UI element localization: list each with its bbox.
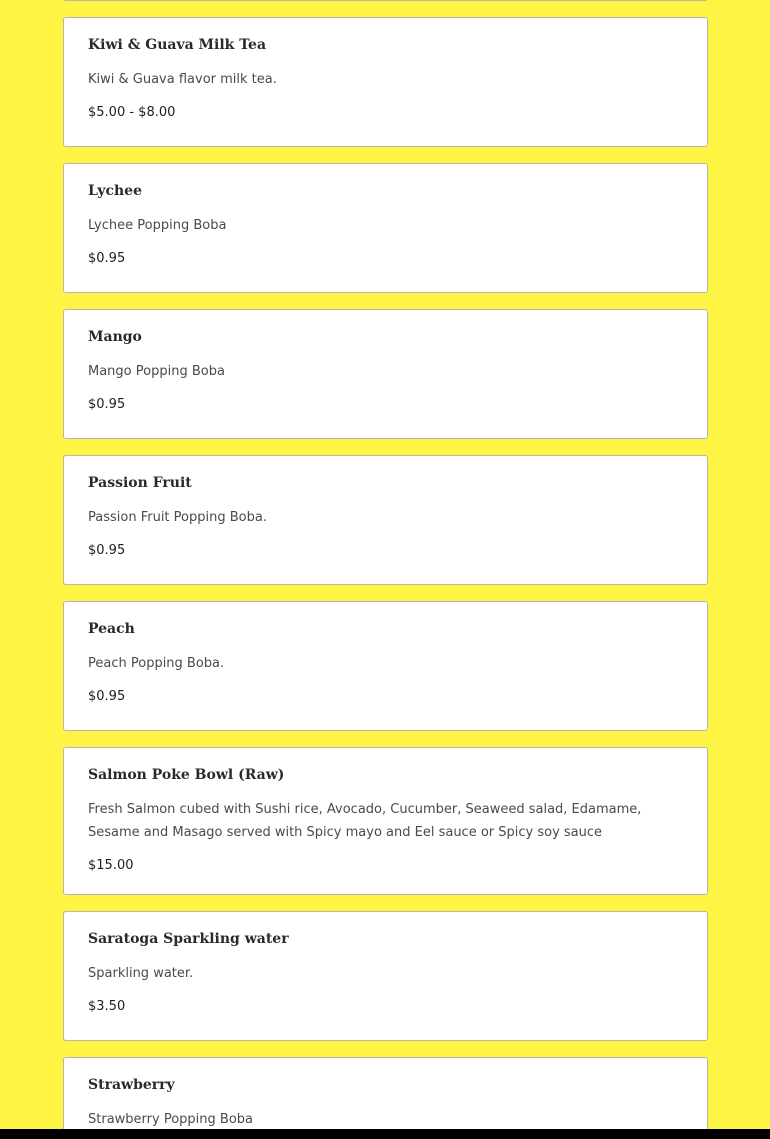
menu-item-price: $3.50: [88, 999, 126, 1014]
menu-item-card[interactable]: [63, 17, 708, 147]
menu-item-name: Passion Fruit: [88, 475, 192, 491]
menu-item-price: $15.00: [88, 858, 134, 873]
menu-item-price: $0.95: [88, 251, 126, 266]
menu-item-description: Fresh Salmon cubed with Sushi rice, Avocado, Cucumber, Seaweed salad, Edamame, Sesame and Masago served with Spicy mayo and Eel sauce or Spicy soy sauce: [88, 802, 642, 840]
bottom-bar: [0, 1129, 770, 1139]
menu-item-name: Salmon Poke Bowl (Raw): [88, 767, 285, 783]
menu-item-name: Strawberry: [88, 1077, 175, 1093]
menu-item-description: Strawberry Popping Boba: [88, 1112, 253, 1127]
menu-item-price: $5.00 - $8.00: [88, 105, 176, 120]
menu-item-card[interactable]: [63, 0, 708, 1]
menu-item-card[interactable]: [63, 1057, 708, 1139]
menu-item-name: Saratoga Sparkling water: [88, 931, 289, 947]
menu-item-name: Mango: [88, 329, 142, 345]
menu-item-card[interactable]: [63, 455, 708, 585]
menu-item-description: Kiwi & Guava flavor milk tea.: [88, 72, 277, 87]
menu-item-description: Mango Popping Boba: [88, 364, 225, 379]
menu-item-name: Peach: [88, 621, 135, 637]
menu-item-price: $0.95: [88, 397, 126, 412]
menu-item-list: [63, 0, 708, 1139]
menu-item-card[interactable]: [63, 163, 708, 293]
menu-item-description: Passion Fruit Popping Boba.: [88, 510, 267, 525]
menu-item-description: Lychee Popping Boba: [88, 218, 227, 233]
menu-item-price: $0.95: [88, 689, 126, 704]
menu-item-description: Sparkling water.: [88, 966, 194, 981]
menu-item-name: Lychee: [88, 183, 142, 199]
menu-item-card[interactable]: [63, 911, 708, 1041]
menu-item-card[interactable]: [63, 747, 708, 895]
menu-item-card[interactable]: [63, 601, 708, 731]
menu-item-name: Kiwi & Guava Milk Tea: [88, 37, 267, 53]
menu-item-description: Peach Popping Boba.: [88, 656, 225, 671]
menu-item-price: $0.95: [88, 543, 126, 558]
menu-item-card[interactable]: [63, 309, 708, 439]
